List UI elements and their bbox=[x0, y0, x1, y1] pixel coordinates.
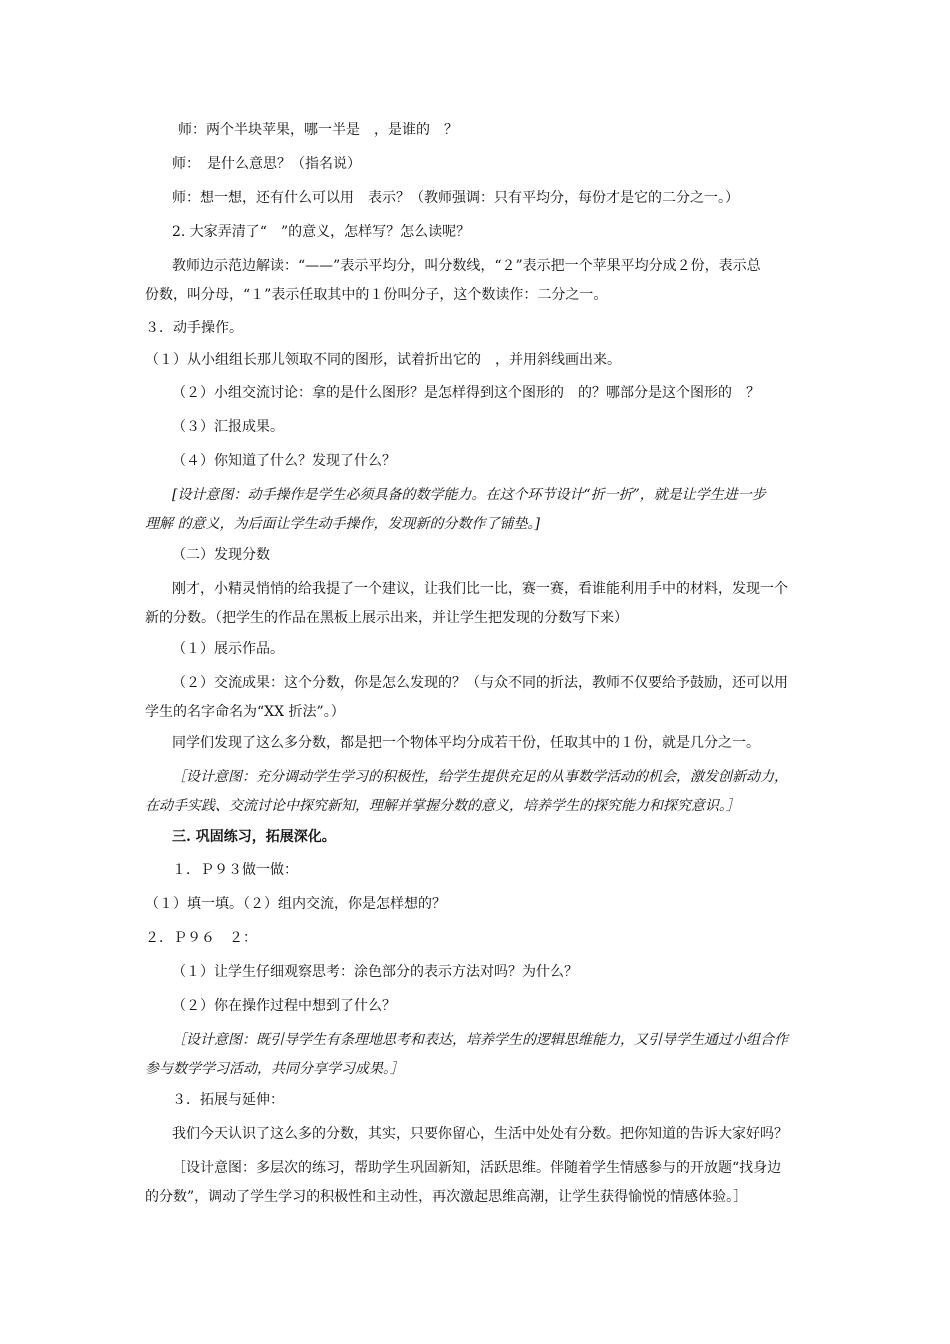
paragraph-line: ［设计意图：多层次的练习，帮助学生巩固新知，活跃思维。伴随着学生情感参与的开放题“找身边 bbox=[172, 1160, 782, 1176]
paragraph-teacher-half-apple: 师：两个半块苹果，哪一半是 ，是谁的 ？ bbox=[178, 122, 458, 138]
paragraph-fold-shapes: （１）从小组组长那儿领取不同的图形，试着折出它的 ，并用斜线画出来。 bbox=[145, 352, 621, 368]
paragraph-teacher-meaning: 师： 是什么意思？（指名说） bbox=[172, 156, 361, 172]
paragraph-line: 刚才，小精灵悄悄的给我提了一个建议，让我们比一比，赛一赛，看谁能利用手中的材料，发现一个 bbox=[172, 581, 788, 597]
paragraph-fill-in: （１）填一填。（２）组内交流，你是怎样想的？ bbox=[145, 896, 446, 912]
section-heading-practice: 三. 巩固练习，拓展深化。 bbox=[172, 829, 336, 845]
paragraph-show-works: （１）展示作品。 bbox=[172, 641, 284, 657]
paragraph-group-discussion: （２）小组交流讨论：拿的是什么图形？是怎样得到这个图形的 的？哪部分是这个图形的 ？ bbox=[172, 385, 760, 401]
paragraph-teacher-explains bbox=[145, 257, 810, 304]
heading-extension: ３．拓展与延伸： bbox=[172, 1092, 284, 1108]
paragraph-how-to-write: 2. 大家弄清了“ ”的意义，怎样写？怎么读呢？ bbox=[172, 224, 471, 240]
paragraph-teacher-think: 师：想一想，还有什么可以用 表示？（教师强调：只有平均分，每份才是它的二分之一。） bbox=[172, 190, 739, 206]
paragraph-line: ［设计意图：既引导学生有条理地思考和表达，培养学生的逻辑思维能力，又引导学生通过小组合作 bbox=[172, 1032, 788, 1048]
paragraph-line: ［设计意图：充分调动学生学习的积极性，给学生提供充足的从事数学活动的机会，激发创新动力， bbox=[172, 769, 788, 785]
paragraph-line: 在动手实践、交流讨论中探究新知，理解并掌握分数的意义，培养学生的探究能力和探究意识。］ bbox=[145, 798, 740, 814]
heading-hands-on: ３．动手操作。 bbox=[145, 320, 243, 336]
paragraph-line: 新的分数。（把学生的作品在黑板上展示出来，并让学生把发现的分数写下来） bbox=[145, 610, 628, 626]
paragraph-line: 学生的名字命名为“XX 折法”。） bbox=[145, 704, 345, 720]
paragraph-students-found: 同学们发现了这么多分数，都是把一个物体平均分成若干份，任取其中的１份，就是几分之一。 bbox=[172, 735, 760, 751]
paragraph-line: 份数，叫分母，“１”表示任取其中的１份叫分子，这个数读作：二分之一。 bbox=[145, 287, 608, 303]
paragraph-what-thought: （２）你在操作过程中想到了什么？ bbox=[172, 998, 396, 1014]
design-intent-note-1 bbox=[145, 486, 810, 533]
paragraph-line: （２）交流成果：这个分数，你是怎么发现的？（与众不同的折法，教师不仅要给予鼓励，还可以用 bbox=[172, 675, 788, 691]
paragraph-line: 参与数学学习活动，共同分享学习成果。］ bbox=[145, 1061, 404, 1077]
design-intent-note-4 bbox=[145, 1159, 810, 1206]
paragraph-report-results: （３）汇报成果。 bbox=[172, 419, 284, 435]
paragraph-observe-think: （１）让学生仔细观察思考：涂色部分的表示方法对吗？为什么？ bbox=[172, 964, 578, 980]
design-intent-note-2 bbox=[145, 768, 810, 815]
paragraph-line: 的分数”，调动了学生学习的积极性和主动性，再次激起思维高潮，让学生获得愉悦的情感体验。］ bbox=[145, 1189, 748, 1205]
design-intent-note-3 bbox=[145, 1031, 810, 1078]
paragraph-elf-suggestion bbox=[145, 580, 810, 627]
heading-discover-fractions: （二）发现分数 bbox=[172, 547, 270, 563]
paragraph-exchange-results bbox=[145, 674, 810, 721]
paragraph-what-found: （４）你知道了什么？发现了什么？ bbox=[172, 453, 396, 469]
paragraph-fractions-everywhere: 我们今天认识了这么多的分数，其实，只要你留心，生活中处处有分数。把你知道的告诉大家好吗？ bbox=[172, 1126, 788, 1142]
exercise-p96: ２．Ｐ９６ ２： bbox=[145, 930, 257, 946]
paragraph-line: 教师边示范边解读：“——”表示平均分，叫分数线，“２”表示把一个苹果平均分成２份，表示总 bbox=[172, 258, 761, 274]
paragraph-line: 理解 的意义，为后面让学生动手操作，发现新的分数作了铺垫。] bbox=[145, 516, 540, 532]
paragraph-line: [设计意图：动手操作是学生必须具备的数学能力。在这个环节设计“折一折”，就是让学生进一步 bbox=[172, 487, 766, 503]
exercise-p93: １．Ｐ９３做一做： bbox=[172, 862, 298, 878]
